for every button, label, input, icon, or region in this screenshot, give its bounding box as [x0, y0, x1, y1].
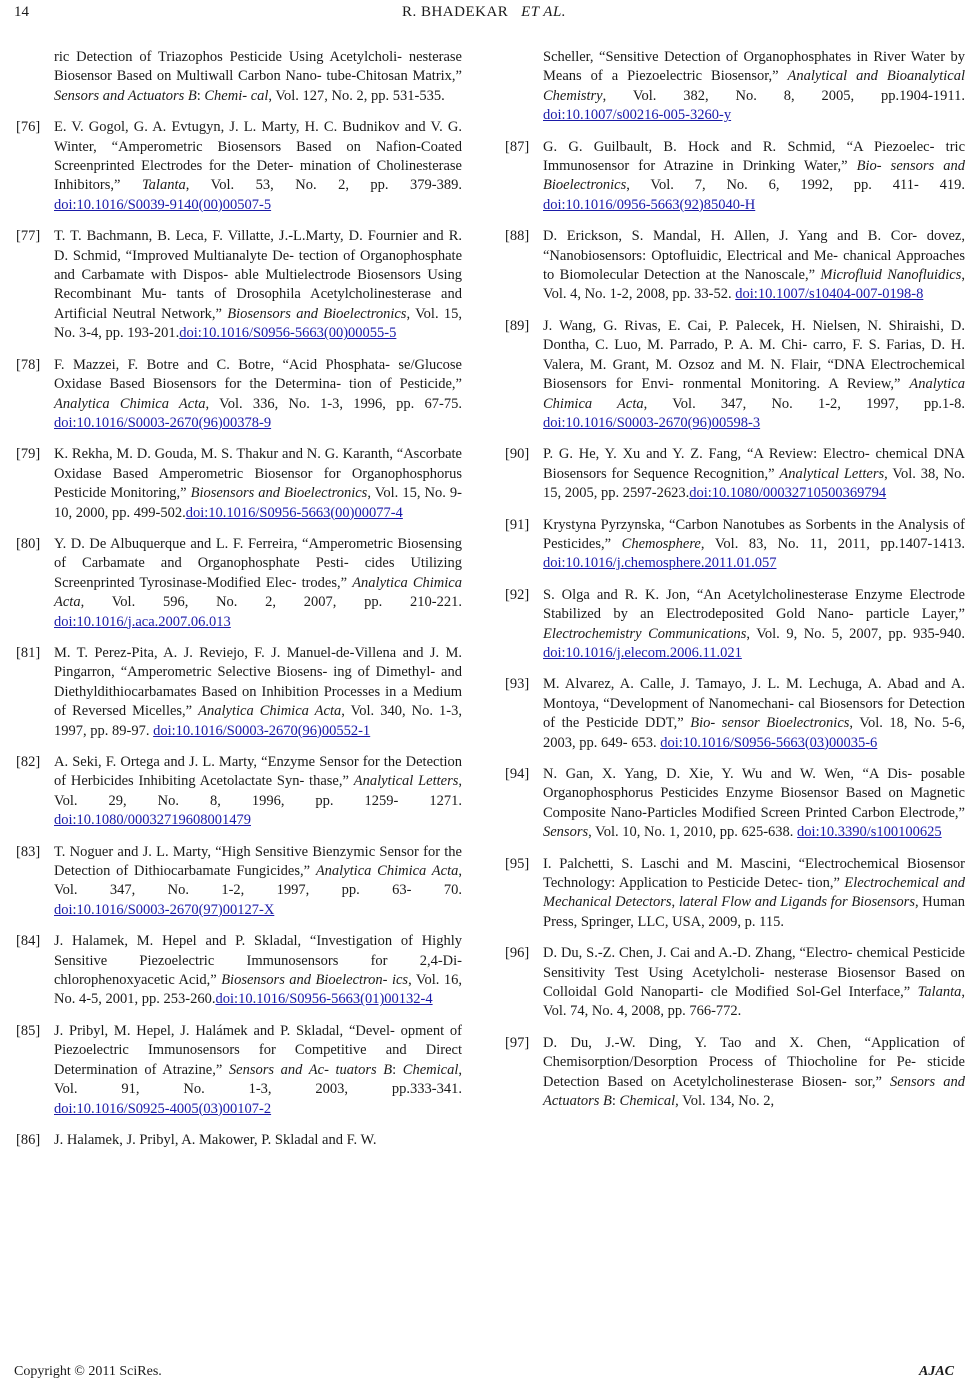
ref-text: , Vol. 15, No. 3-4, pp. 193-201. — [54, 305, 462, 342]
reference-number: [96] — [505, 945, 530, 962]
ref-text: : — [196, 87, 205, 104]
reference-number: [77] — [16, 228, 41, 245]
doi-link[interactable]: doi:10.1016/S0925-4005(03)00107-2 — [54, 1100, 272, 1117]
reference-number: [91] — [505, 516, 530, 533]
ref-journal: Biosensors and Bioelectronics — [190, 485, 368, 502]
ref-journal: Biosensors and Bioelectron- ics — [221, 972, 409, 989]
ref-text: , Vol. 336, No. 1-3, 1996, pp. 67-75. — [205, 395, 463, 412]
reference-number: [88] — [505, 228, 530, 245]
ref-text: , Vol. 382, No. 8, 2005, pp.1904-1911. — [602, 87, 965, 104]
reference-number: [95] — [505, 855, 530, 872]
reference-body — [543, 138, 965, 216]
reference-body — [543, 765, 965, 843]
ref-text: G. G. Guilbault, B. Hock and R. Schmid, “A Piezoelec- tric Immunosensor for Atrazine in Drinking Water,” — [543, 138, 965, 175]
ref-journal: Sensors and Actuators B — [54, 87, 197, 104]
ref-journal: Analytica Chimica Acta — [543, 376, 965, 412]
ref-text: F. Mazzei, F. Botre and C. Botre, “Acid Phosphata- se/Glucose Oxidase Based Biosensors for the Determina- tion of Pesticide,” — [54, 356, 462, 393]
reference-body — [54, 227, 462, 343]
reference-body — [543, 227, 965, 305]
ref-journal: Analytical and Bioanalytical Chemistry — [543, 68, 965, 104]
ref-text: , Vol. 18, No. 5-6, 2003, pp. 649- 653. — [543, 715, 965, 751]
ref-text: , Vol. 340, No. 1-3, 1997, pp. 89-97. — [54, 703, 462, 739]
reference-item — [16, 1131, 462, 1150]
reference-item — [505, 317, 965, 433]
reference-body — [54, 445, 462, 523]
ref-journal: Sensors and Actuators B — [543, 1073, 965, 1110]
ref-text: , Vol. 53, No. 2, pp. 379-389. — [185, 177, 463, 194]
ref-text: , Human Press, Springer, LLC, USA, 2009, p. 115. — [543, 894, 965, 930]
ref-text: , Vol. 38, No. 15, 2005, pp. 2597-2623. — [543, 465, 966, 502]
reference-number: [85] — [16, 1022, 41, 1039]
ref-text: , — [671, 894, 679, 911]
doi-link[interactable]: doi:10.1007/s10404-007-0198-8 — [735, 286, 924, 303]
ref-text: D. Du, S.-Z. Chen, J. Cai and A.-D. Zhang, “Electro- chemical Pesticide Sensitivity Test Using Acetylcholi- nesterase Biosensor Based on Colloidal Gold Nanoparti- cle Modified Sol-Gel Interface,” — [543, 945, 965, 1001]
ref-text: S. Olga and R. K. Jon, “An Acetylcholinesterase Enzyme Electrode Stabilized by an Electrodeposited Gold Nano- particle Layer,” — [543, 586, 965, 623]
ref-text: J. Pribyl, M. Hepel, J. Halámek and P. Skladal, “Devel- opment of Piezoelectric Immunosensors for Competitive and Direct Determination of Atrazine,” — [54, 1022, 462, 1078]
reference-body — [54, 118, 462, 215]
reference-number: [90] — [505, 446, 530, 463]
ref-text: J. Wang, G. Rivas, E. Cai, P. Palecek, H. Nielsen, N. Shiraishi, D. Dontha, C. Luo, M. Parrado, P. A. M. Chi- carro, F. S. Farias, D. H. Valera, M. Grant, M. Ozsoz and M. N. Flair, “DNA Electrochemical Biosensors for Envi- ronmental Monitoring. A Review,” — [543, 317, 965, 393]
reference-item — [16, 753, 462, 831]
ref-text: T. Noguer and J. L. Marty, “High Sensitive Bienzymic Sensor for the Detection of Dithiocarbamate Fungicides,” — [54, 843, 462, 880]
ref-text: , Vol. 10, No. 1, 2010, pp. 625-638. — [588, 824, 798, 841]
reference-body — [54, 753, 462, 831]
ref-text: A. Seki, F. Ortega and J. L. Marty, “Enzyme Sensor for the Detection of Herbicides Inhibiting Acetolactate Syn- thase,” — [54, 754, 462, 790]
doi-link[interactable]: doi:10.1016/S0956-5663(03)00035-6 — [660, 734, 878, 751]
reference-number: [80] — [16, 535, 41, 552]
reference-item — [505, 675, 965, 753]
page-header — [0, 0, 968, 28]
ref-text: : — [392, 1061, 403, 1078]
doi-link[interactable]: doi:10.1080/00032710500369794 — [689, 485, 887, 502]
running-head-etal: ET AL. — [521, 4, 567, 20]
ref-text: J. Halamek, M. Hepel and P. Skladal, “Investigation of Highly Sensitive Piezoelectric Immunosensors for 2,4-Di- chlorophenoxyacetic Acid,” — [54, 933, 462, 989]
ref-text: : — [611, 1093, 620, 1110]
ref-text: E. V. Gogol, G. A. Evtugyn, J. L. Marty, H. C. Budnikov and V. G. Winter, “Amperometric Biosensors Based on Nafion-Coated Screenprinted Electrodes for the Deter- mination of Cholinesterase Inhibitors,” — [54, 119, 462, 194]
reference-body — [543, 1034, 965, 1112]
reference-number: [78] — [16, 356, 41, 373]
ref-journal: Analytica Chimica Acta — [54, 395, 206, 412]
ref-text: T. T. Bachmann, B. Leca, F. Villatte, J.-L.Marty, D. Fournier and R. D. Schmid, “Improved Multianalyte De- tection of Organophosphate and Carbamate with Dispos- able Multielectrode Biosensors Using Recombinant Mu- tants of Drosophila Acetylcholinesterase and Artificial Neutral Network,” — [54, 228, 462, 322]
reference-number: [81] — [16, 644, 41, 661]
reference-number: [92] — [505, 586, 530, 603]
ref-journal: Analytical Letters — [779, 465, 885, 482]
ref-journal: Analytical Letters — [353, 773, 459, 790]
ref-text: Y. D. De Albuquerque and L. F. Ferreira, “Amperometric Biosensing of Carbamate and Organophosphate Pesti- cides Utilizing Screenprinted Tyrosinase-Modified Elec- trodes,” — [54, 535, 462, 591]
ref-text: P. G. He, Y. Xu and Y. Z. Fang, “A Review: Electro- chemical DNA Biosensors for Sequence Recognition,” — [543, 446, 965, 482]
reference-continuation — [16, 48, 462, 106]
reference-continuation — [505, 48, 965, 126]
reference-item — [505, 944, 965, 1022]
doi-link[interactable]: doi:10.1016/j.aca.2007.06.013 — [54, 613, 231, 630]
reference-body — [543, 855, 965, 933]
ref-journal: Chemical — [402, 1061, 459, 1078]
reference-body — [54, 535, 462, 632]
reference-item — [16, 445, 462, 523]
ref-journal: Analytica Chimica Acta — [315, 863, 459, 880]
reference-body — [54, 843, 462, 921]
reference-list-left — [16, 118, 462, 1150]
ref-text: , Vol. 596, No. 2, 2007, pp. 210-221. — [80, 594, 462, 611]
ref-journal: Chemical — [619, 1093, 676, 1110]
page-number: 14 — [14, 4, 29, 20]
reference-item — [505, 138, 965, 216]
left-column — [16, 48, 462, 1162]
doi-link[interactable]: doi:10.1016/S0956-5663(00)00077-4 — [185, 504, 403, 521]
ref-text: , Vol. 127, No. 2, pp. 531-535. — [268, 87, 445, 104]
reference-item — [505, 516, 965, 574]
ref-journal: Sensors and Ac- tuators B — [228, 1061, 393, 1078]
ref-text: , Vol. 134, No. 2, — [675, 1093, 775, 1110]
ref-text: M. Alvarez, A. Calle, J. Tamayo, J. L. M. Lechuga, A. Abad and A. Montoya, “Development of Nanomechani- cal Biosensors for Detection of the Pesticide DDT,” — [543, 676, 965, 732]
ref-text: , Vol. 347, No. 1-2, 1997, pp. 63- 70. — [54, 863, 462, 899]
reference-body — [54, 356, 462, 434]
ref-text: , Vol. 4, No. 1-2, 2008, pp. 33-52. — [543, 267, 965, 303]
ref-text: , Vol. 9, No. 5, 2007, pp. 935-940. — [746, 625, 965, 642]
reference-body — [543, 675, 965, 753]
reference-number: [76] — [16, 119, 41, 136]
ref-text: I. Palchetti, S. Laschi and M. Mascini, “Electrochemical Biosensor Technology: Application to Pesticide Detec- tion,” — [543, 855, 965, 892]
doi-link[interactable]: doi:10.1016/j.chemosphere.2011.01.057 — [543, 555, 777, 572]
reference-body — [543, 445, 965, 503]
ref-journal: Biosensors and Bioelectronics — [227, 305, 407, 322]
page-footer — [0, 1364, 968, 1386]
ref-journal: Chemosphere — [621, 535, 701, 552]
reference-number: [93] — [505, 676, 530, 693]
reference-item — [16, 356, 462, 434]
ref-text: D. Du, J.-W. Ding, Y. Tao and X. Chen, “Application of Chemisorption/Desorption Process of Thiocholine for Pe- sticide Detection Based on Acetylcholinesterase Biosen- sor,” — [543, 1034, 965, 1090]
reference-item — [16, 843, 462, 921]
doi-link[interactable]: doi:10.1016/S0003-2670(96)00378-9 — [54, 414, 272, 431]
journal-abbrev: AJAC — [918, 1364, 954, 1379]
reference-item — [16, 644, 462, 741]
reference-body — [54, 644, 462, 741]
reference-number: [97] — [505, 1034, 530, 1051]
ref-journal: Bio- sensors and Bioelectronics — [543, 158, 965, 194]
reference-body — [543, 516, 965, 574]
reference-item — [505, 1034, 965, 1112]
reference-item — [505, 855, 965, 933]
reference-item — [16, 227, 462, 343]
reference-number: [83] — [16, 843, 41, 860]
reference-item — [505, 227, 965, 305]
ref-text: N. Gan, X. Yang, D. Xie, Y. Wu and W. Wen, “A Dis- posable Organophosphorus Pesticides Enzyme Biosensor Based on Magnetic Composite Nano-Particles Modified Screen Printed Carbon Electrode,” — [543, 766, 965, 821]
ref-journal: lateral Flow and Ligands for Biosensors — [678, 894, 915, 911]
ref-journal: Bio- sensor Bioelectronics — [690, 715, 850, 732]
ref-text: , Vol. 7, No. 6, 1992, pp. 411- 419. — [626, 177, 965, 194]
reference-body — [543, 944, 965, 1022]
ref-text: M. T. Perez-Pita, A. J. Reviejo, F. J. Manuel-de-Villena and J. M. Pingarron, “Amperometric Selective Biosens- ing of Dimethyl- and Diethyldithiocarbamates Based on Inhibition Processes in a Medium of Reversed Micelles,” — [54, 644, 462, 720]
ref-text: , Vol. 74, No. 4, 2008, pp. 766-772. — [543, 984, 965, 1020]
ref-journal: Talanta — [917, 984, 962, 1001]
ref-text: Krystyna Pyrzynska, “Carbon Nanotubes as Sorbents in the Analysis of Pesticides,” — [543, 516, 965, 552]
reference-item — [505, 445, 965, 503]
doi-link[interactable]: doi:10.1016/S0956-5663(00)00055-5 — [179, 325, 397, 342]
doi-link[interactable]: doi:10.1016/S0039-9140(00)00507-5 — [54, 196, 272, 213]
ref-journal: Electrochemistry Communications — [543, 625, 747, 642]
reference-number: [87] — [505, 138, 530, 155]
reference-item — [16, 535, 462, 632]
reference-item — [16, 1022, 462, 1119]
doi-link[interactable]: doi:10.1016/S0956-5663(01)00132-4 — [215, 991, 433, 1008]
reference-item — [505, 765, 965, 843]
ref-journal: Microfluid Nanofluidics — [820, 267, 962, 284]
ref-text: , Vol. 83, No. 11, 2011, pp.1407-1413. — [700, 535, 966, 552]
ref-journal: Talanta — [141, 177, 186, 194]
right-column — [505, 48, 965, 1124]
ref-journal: Chemi- cal — [204, 87, 269, 104]
doi-link[interactable]: doi:10.1016/j.elecom.2006.11.021 — [543, 644, 742, 661]
doi-link[interactable]: doi:10.3390/s100100625 — [797, 824, 942, 841]
ref-journal: Electrochemical and Mechanical Detectors — [543, 875, 965, 911]
ref-text: K. Rekha, M. D. Gouda, M. S. Thakur and N. G. Karanth, “Ascorbate Oxidase Based Amperometric Biosensor for Organophosphorus Pesticide Monitoring,” — [54, 446, 462, 502]
reference-number: [94] — [505, 766, 530, 782]
doi-link[interactable]: doi:10.1016/S0003-2670(96)00552-1 — [153, 722, 371, 739]
reference-list-right — [505, 138, 965, 1112]
ref-text: , Vol. 16, No. 4-5, 2001, pp. 253-260. — [54, 972, 463, 1008]
ref-text: , Vol. 15, No. 9-10, 2000, pp. 499-502. — [54, 485, 462, 521]
reference-number: [89] — [505, 317, 530, 334]
reference-number: [82] — [16, 754, 41, 770]
doi-link[interactable]: doi:10.1007/s00216-005-3260-y — [543, 107, 732, 124]
ref-text: ric Detection of Triazophos Pesticide Using Acetylcholi- nesterase Biosensor Based on Multiwall Carbon Nano- tube-Chitosan Matrix,” — [54, 49, 462, 85]
ref-journal: Analytica Chimica Acta — [54, 574, 462, 611]
reference-body — [54, 1131, 462, 1150]
reference-body — [543, 586, 965, 664]
ref-journal: Sensors — [543, 824, 589, 841]
running-head — [0, 4, 968, 21]
ref-text: , Vol. 29, No. 8, 1996, pp. 1259- 1271. — [54, 773, 463, 809]
reference-number: [86] — [16, 1131, 41, 1148]
ref-text: , Vol. 347, No. 1-2, 1997, pp.1-8. — [643, 395, 965, 412]
ref-text: , Vol. 91, No. 1-3, 2003, pp.333-341. — [54, 1061, 462, 1098]
ref-journal: Analytica Chimica Acta — [198, 703, 342, 720]
copyright-text: Copyright © 2011 SciRes. — [14, 1364, 162, 1379]
ref-text: D. Erickson, S. Mandal, H. Allen, J. Yang and B. Cor- dovez, “Nanobiosensors: Optofluidic, Electrical and Me- chanical Approaches to Biomolecular Detection at the Nanoscale,” — [543, 228, 965, 284]
doi-link[interactable]: doi:10.1016/S0003-2670(96)00598-3 — [543, 414, 761, 431]
reference-item — [16, 932, 462, 1010]
reference-item — [505, 586, 965, 664]
doi-link[interactable]: doi:10.1016/0956-5663(92)85040-H — [543, 196, 756, 213]
reference-number: [84] — [16, 933, 41, 950]
doi-link[interactable]: doi:10.1016/S0003-2670(97)00127-X — [54, 901, 275, 918]
running-head-author: R. BHADEKAR — [401, 4, 509, 20]
ref-text: J. Halamek, J. Pribyl, A. Makower, P. Skladal and F. W. — [54, 1131, 377, 1148]
reference-body — [543, 317, 965, 433]
doi-link[interactable]: doi:10.1080/00032719608001479 — [54, 812, 251, 829]
ref-text: Scheller, “Sensitive Detection of Organophosphates in River Water by Means of a Piezoelectric Biosensor,” — [543, 49, 965, 85]
reference-body — [54, 932, 462, 1010]
reference-body — [54, 1022, 462, 1119]
reference-item — [16, 118, 462, 215]
reference-number: [79] — [16, 446, 41, 463]
